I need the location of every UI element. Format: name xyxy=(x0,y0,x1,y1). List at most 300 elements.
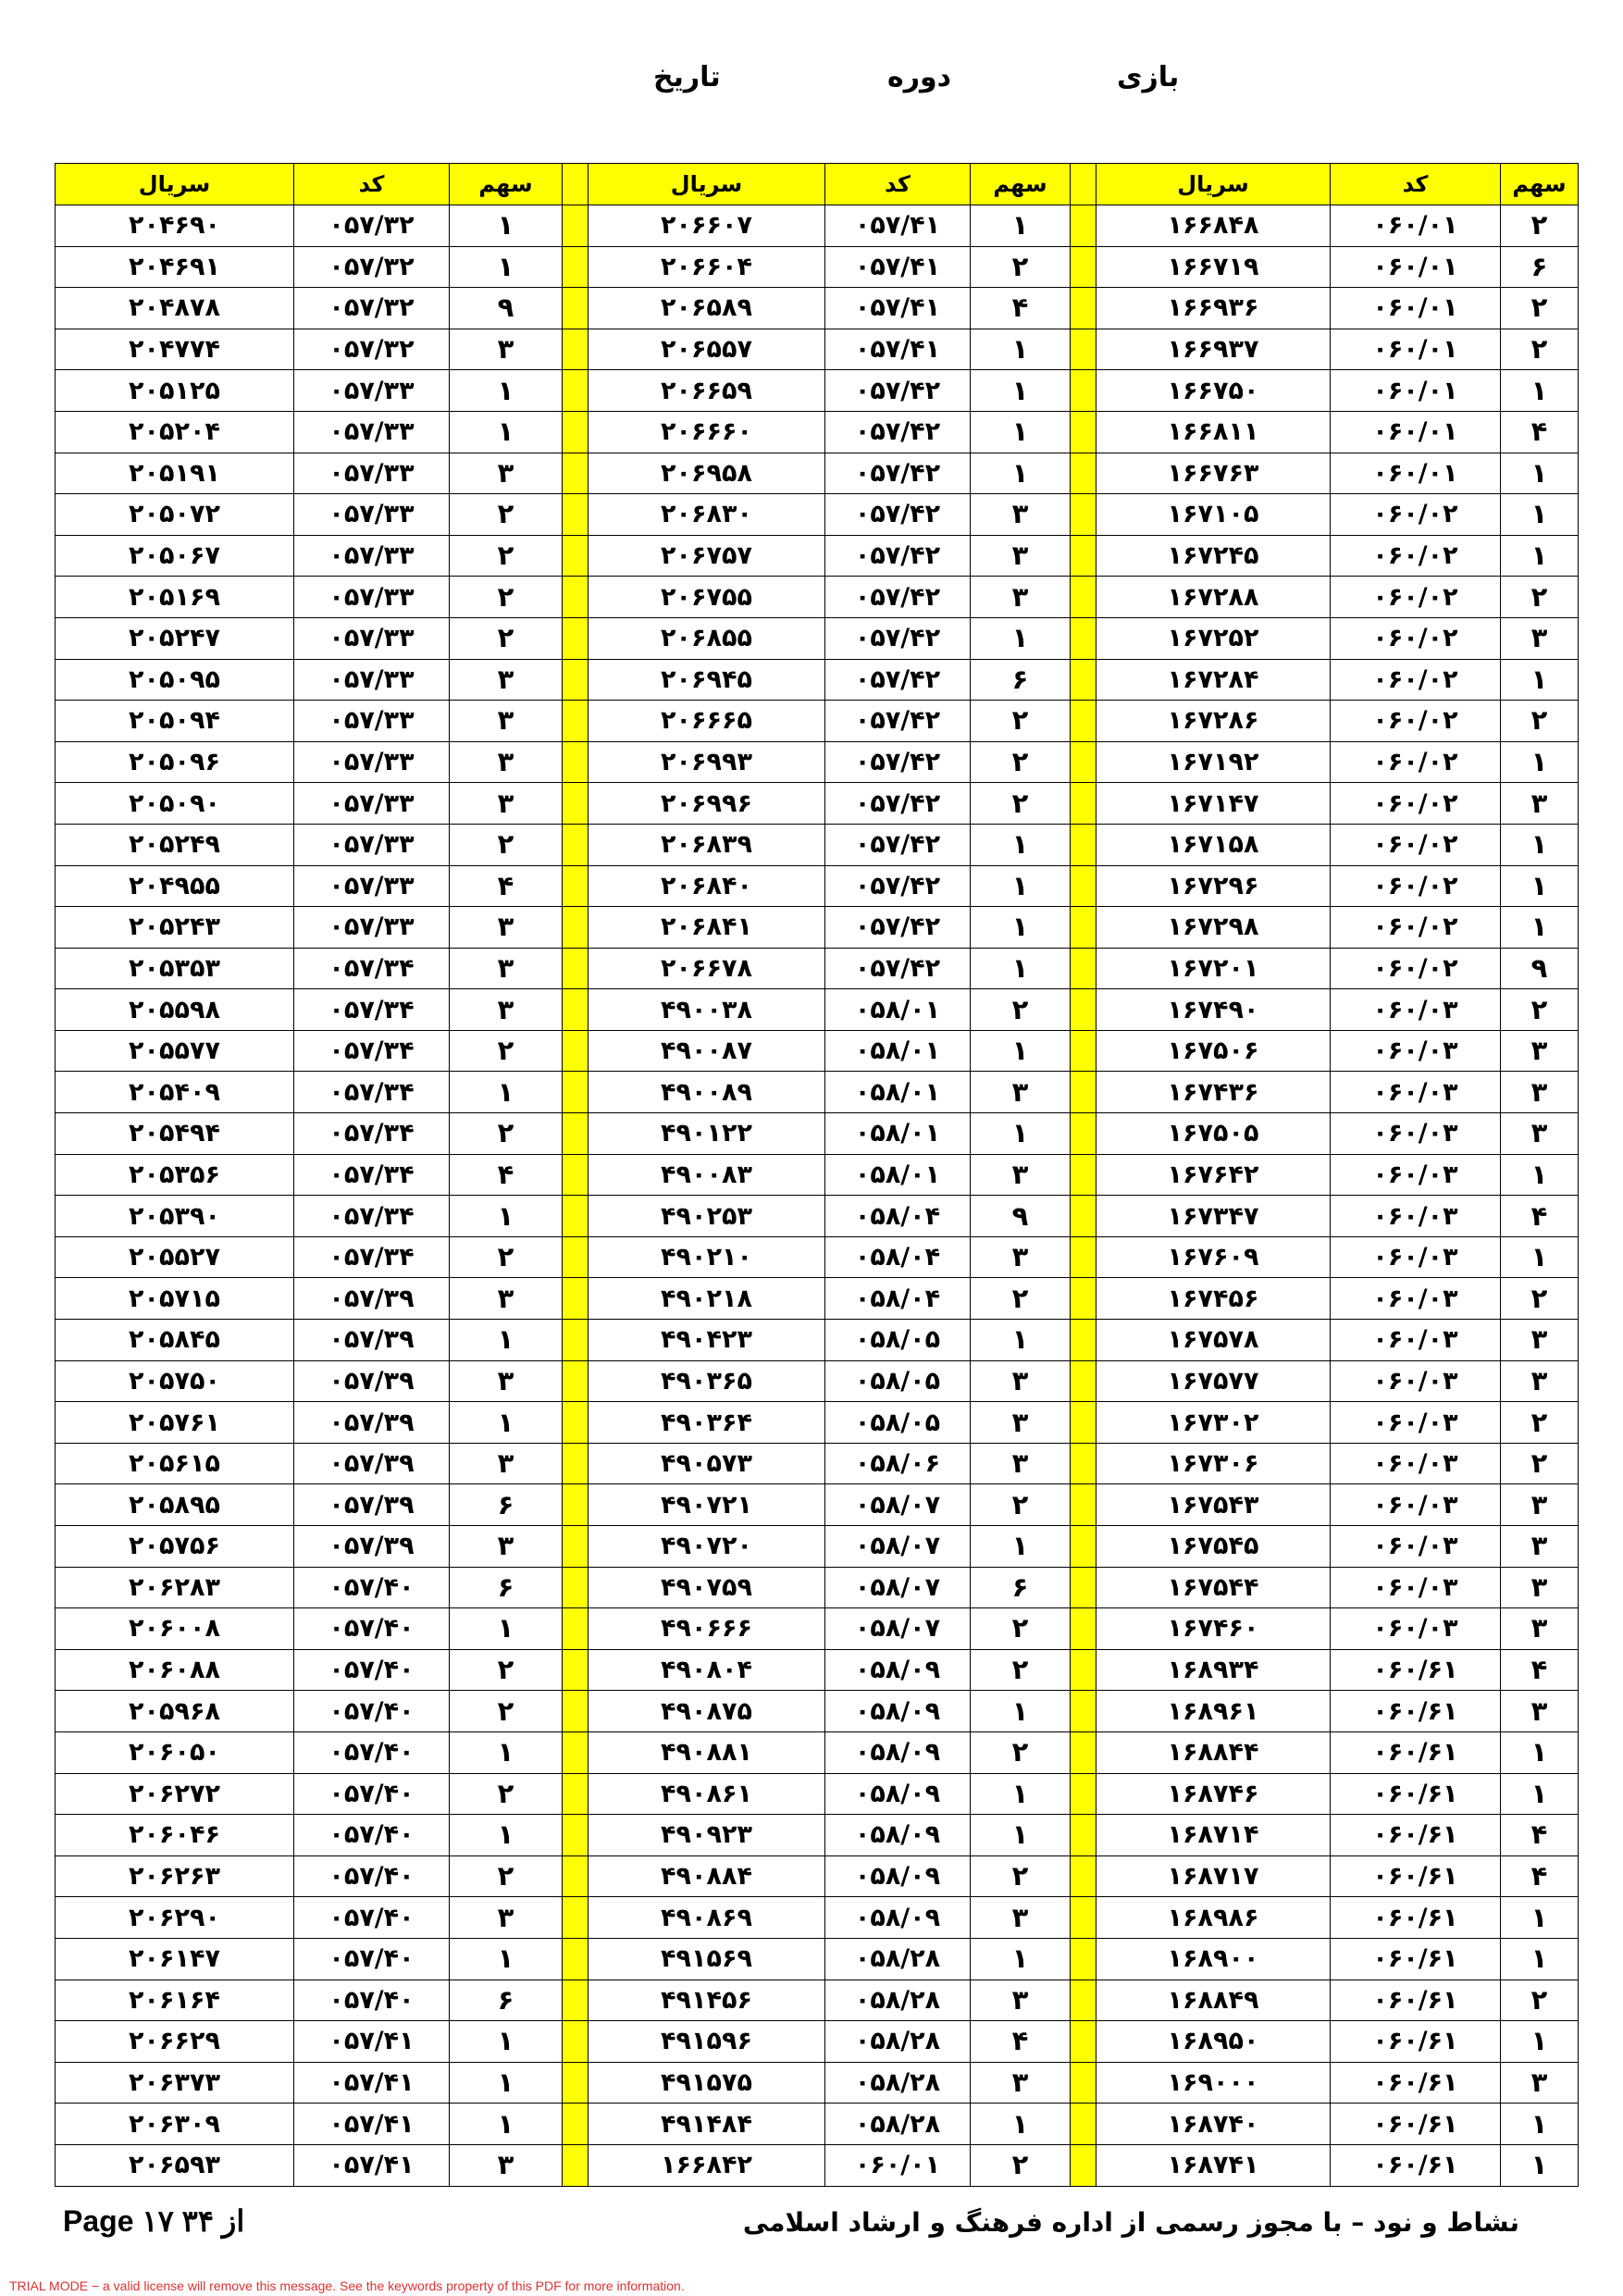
share-cell: ۲ xyxy=(971,1278,1071,1320)
separator-cell xyxy=(1071,411,1096,453)
separator-cell xyxy=(1071,1402,1096,1444)
code-cell: ۰۵۸/۲۸ xyxy=(825,1938,971,1980)
separator-cell xyxy=(1071,1855,1096,1897)
code-cell: ۰۶۰/۰۲ xyxy=(1331,741,1501,783)
share-cell: ۶ xyxy=(450,1980,563,2021)
serial-cell: ۱۶۷۵۷۸ xyxy=(1096,1320,1331,1361)
code-cell: ۰۵۷/۴۲ xyxy=(825,824,971,865)
table-row xyxy=(56,1649,1579,1691)
table-row xyxy=(56,2144,1579,2186)
separator-cell xyxy=(1071,948,1096,989)
code-cell: ۰۵۷/۴۲ xyxy=(825,494,971,536)
share-cell: ۹ xyxy=(450,288,563,329)
serial-cell: ۲۰۶۶۷۸ xyxy=(588,948,825,989)
serial-cell: ۲۰۵۰۶۷ xyxy=(56,535,294,577)
code-cell: ۰۶۰/۰۳ xyxy=(1331,1196,1501,1237)
serial-cell: ۴۹۱۵۹۶ xyxy=(588,2021,825,2063)
serial-cell: ۴۹۰۵۷۳ xyxy=(588,1443,825,1484)
code-cell: ۰۵۷/۳۴ xyxy=(294,1072,450,1113)
share-cell: ۱ xyxy=(1501,1236,1579,1278)
separator-cell xyxy=(1071,246,1096,288)
share-cell: ۱ xyxy=(450,1731,563,1773)
code-cell: ۰۶۰/۰۳ xyxy=(1331,1402,1501,1444)
serial-cell: ۱۶۷۵۰۶ xyxy=(1096,1030,1331,1072)
separator-cell xyxy=(1071,1030,1096,1072)
table-row xyxy=(56,1196,1579,1237)
serial-cell: ۲۰۴۶۹۱ xyxy=(56,246,294,288)
share-cell: ۳ xyxy=(450,453,563,494)
code-cell: ۰۵۸/۰۹ xyxy=(825,1773,971,1815)
share-cell: ۱ xyxy=(1501,1773,1579,1815)
code-cell: ۰۶۰/۰۳ xyxy=(1331,1484,1501,1526)
share-cell: ۲ xyxy=(450,535,563,577)
code-cell: ۰۵۸/۰۴ xyxy=(825,1278,971,1320)
share-cell: ۲ xyxy=(971,1484,1071,1526)
separator-cell xyxy=(563,1484,588,1526)
serial-cell: ۲۰۶۳۷۳ xyxy=(56,2062,294,2104)
table-row xyxy=(56,1072,1579,1113)
share-cell: ۲ xyxy=(1501,577,1579,618)
serial-cell: ۱۶۷۳۰۲ xyxy=(1096,1402,1331,1444)
share-cell: ۳ xyxy=(971,494,1071,536)
code-cell: ۰۵۸/۰۱ xyxy=(825,989,971,1031)
share-cell: ۲ xyxy=(971,246,1071,288)
code-cell: ۰۶۰/۰۳ xyxy=(1331,1278,1501,1320)
serial-cell: ۱۶۷۴۹۰ xyxy=(1096,989,1331,1031)
share-cell: ۴ xyxy=(1501,1196,1579,1237)
code-cell: ۰۵۷/۳۹ xyxy=(294,1443,450,1484)
share-cell: ۲ xyxy=(1501,288,1579,329)
share-cell: ۱ xyxy=(450,1815,563,1856)
code-cell: ۰۶۰/۰۲ xyxy=(1331,907,1501,949)
separator-cell xyxy=(1071,453,1096,494)
share-cell: ۳ xyxy=(971,1072,1071,1113)
separator-cell xyxy=(1071,1484,1096,1526)
code-cell: ۰۶۰/۰۳ xyxy=(1331,1320,1501,1361)
share-cell: ۴ xyxy=(450,1154,563,1196)
code-cell: ۰۵۷/۳۳ xyxy=(294,535,450,577)
share-cell: ۶ xyxy=(971,1567,1071,1608)
share-cell: ۳ xyxy=(971,1980,1071,2021)
serial-cell: ۲۰۵۸۹۵ xyxy=(56,1484,294,1526)
serial-cell: ۱۶۷۵۴۵ xyxy=(1096,1526,1331,1568)
header-game-label: بازی xyxy=(1117,61,1180,93)
table-row xyxy=(56,741,1579,783)
share-cell: ۶ xyxy=(971,659,1071,701)
serial-cell: ۱۶۸۷۱۷ xyxy=(1096,1855,1331,1897)
table-row xyxy=(56,1236,1579,1278)
share-cell: ۲ xyxy=(1501,1980,1579,2021)
share-cell: ۳ xyxy=(450,783,563,825)
share-cell: ۳ xyxy=(450,1526,563,1568)
serial-cell: ۲۰۶۹۹۶ xyxy=(588,783,825,825)
serial-cell: ۲۰۵۲۴۳ xyxy=(56,907,294,949)
separator-cell xyxy=(563,1154,588,1196)
serial-cell: ۲۰۵۱۹۱ xyxy=(56,453,294,494)
share-cell: ۲ xyxy=(1501,205,1579,247)
header-date-label: تاریخ xyxy=(653,61,721,93)
share-cell: ۱ xyxy=(450,246,563,288)
serial-cell: ۴۹۰۸۰۴ xyxy=(588,1649,825,1691)
serial-cell: ۲۰۵۱۲۵ xyxy=(56,370,294,412)
serial-cell: ۲۰۶۵۸۹ xyxy=(588,288,825,329)
share-cell: ۴ xyxy=(1501,1649,1579,1691)
serial-cell: ۱۶۸۷۴۱ xyxy=(1096,2144,1331,2186)
share-cell: ۲ xyxy=(1501,1443,1579,1484)
share-cell: ۲ xyxy=(450,1773,563,1815)
serial-cell: ۱۶۶۷۵۰ xyxy=(1096,370,1331,412)
code-cell: ۰۵۷/۴۱ xyxy=(294,2021,450,2063)
serial-cell: ۴۹۰۸۷۵ xyxy=(588,1691,825,1732)
serial-cell: ۲۰۶۲۷۲ xyxy=(56,1773,294,1815)
table-row xyxy=(56,1731,1579,1773)
code-cell: ۰۵۷/۴۱ xyxy=(294,2104,450,2145)
serial-cell: ۲۰۶۶۶۰ xyxy=(588,411,825,453)
share-cell: ۱ xyxy=(450,1072,563,1113)
code-cell: ۰۵۷/۳۳ xyxy=(294,907,450,949)
serial-cell: ۴۹۱۴۸۴ xyxy=(588,2104,825,2145)
code-cell: ۰۵۷/۴۰ xyxy=(294,1649,450,1691)
share-cell: ۲ xyxy=(971,1855,1071,1897)
separator-column-header xyxy=(1071,164,1096,205)
separator-cell xyxy=(563,659,588,701)
table-row xyxy=(56,1567,1579,1608)
serial-cell: ۲۰۵۲۴۷ xyxy=(56,617,294,659)
table-row xyxy=(56,370,1579,412)
serial-cell: ۱۶۷۴۶۰ xyxy=(1096,1608,1331,1650)
code-cell: ۰۵۸/۰۵ xyxy=(825,1320,971,1361)
column-header: کد xyxy=(294,164,450,205)
serial-cell: ۲۰۶۹۹۳ xyxy=(588,741,825,783)
separator-cell xyxy=(563,1897,588,1939)
separator-cell xyxy=(1071,1236,1096,1278)
table-row xyxy=(56,1360,1579,1402)
separator-cell xyxy=(563,1731,588,1773)
code-cell: ۰۵۷/۳۳ xyxy=(294,701,450,742)
code-cell: ۰۵۷/۴۰ xyxy=(294,1980,450,2021)
code-cell: ۰۵۷/۳۹ xyxy=(294,1360,450,1402)
code-cell: ۰۶۰/۰۲ xyxy=(1331,494,1501,536)
serial-cell: ۴۹۰۷۵۹ xyxy=(588,1567,825,1608)
separator-cell xyxy=(1071,1320,1096,1361)
serial-cell: ۲۰۵۹۶۸ xyxy=(56,1691,294,1732)
table-row xyxy=(56,411,1579,453)
serial-cell: ۴۹۰۷۲۱ xyxy=(588,1484,825,1526)
serial-cell: ۲۰۶۰۸۸ xyxy=(56,1649,294,1691)
table-row xyxy=(56,1526,1579,1568)
serial-cell: ۲۰۶۶۰۷ xyxy=(588,205,825,247)
separator-column-header xyxy=(563,164,588,205)
serial-cell: ۱۶۷۶۰۹ xyxy=(1096,1236,1331,1278)
separator-cell xyxy=(1071,329,1096,370)
table-row xyxy=(56,2104,1579,2145)
separator-cell xyxy=(563,1815,588,1856)
column-header: سریال xyxy=(588,164,825,205)
share-cell: ۱ xyxy=(971,370,1071,412)
serial-cell: ۲۰۵۳۹۰ xyxy=(56,1196,294,1237)
license-notice: نشاط و نود – با مجوز رسمی از اداره فرهنگ و ارشاد اسلامی xyxy=(742,2207,1519,2238)
separator-cell xyxy=(1071,1773,1096,1815)
code-cell: ۰۵۷/۴۰ xyxy=(294,1567,450,1608)
code-cell: ۰۵۷/۳۴ xyxy=(294,948,450,989)
code-cell: ۰۶۰/۶۱ xyxy=(1331,1773,1501,1815)
column-header: سریال xyxy=(1096,164,1331,205)
serial-cell: ۴۹۰۳۶۴ xyxy=(588,1402,825,1444)
table-row xyxy=(56,1855,1579,1897)
separator-cell xyxy=(563,1649,588,1691)
share-cell: ۲ xyxy=(971,701,1071,742)
separator-cell xyxy=(563,1567,588,1608)
serial-cell: ۲۰۶۰۰۸ xyxy=(56,1608,294,1650)
code-cell: ۰۵۸/۰۷ xyxy=(825,1484,971,1526)
serial-cell: ۲۰۵۵۷۷ xyxy=(56,1030,294,1072)
separator-cell xyxy=(1071,370,1096,412)
table-row xyxy=(56,701,1579,742)
separator-cell xyxy=(1071,1443,1096,1484)
serial-cell: ۱۶۷۱۹۲ xyxy=(1096,741,1331,783)
serial-cell: ۱۶۸۹۳۴ xyxy=(1096,1649,1331,1691)
table-row xyxy=(56,1897,1579,1939)
share-cell: ۳ xyxy=(1501,1030,1579,1072)
code-cell: ۰۶۰/۰۲ xyxy=(1331,948,1501,989)
table-row xyxy=(56,1484,1579,1526)
serial-cell: ۴۹۰۱۲۲ xyxy=(588,1113,825,1155)
share-cell: ۳ xyxy=(1501,1484,1579,1526)
column-header: سریال xyxy=(56,164,294,205)
share-cell: ۳ xyxy=(1501,1360,1579,1402)
code-cell: ۰۵۷/۳۳ xyxy=(294,411,450,453)
serial-cell: ۱۶۶۹۳۷ xyxy=(1096,329,1331,370)
code-cell: ۰۶۰/۶۱ xyxy=(1331,1938,1501,1980)
share-cell: ۱ xyxy=(450,2021,563,2063)
separator-cell xyxy=(563,1278,588,1320)
table-row xyxy=(56,329,1579,370)
share-cell: ۱ xyxy=(971,1526,1071,1568)
serial-cell: ۲۰۵۴۰۹ xyxy=(56,1072,294,1113)
separator-cell xyxy=(1071,1360,1096,1402)
serial-cell: ۱۶۷۲۵۲ xyxy=(1096,617,1331,659)
column-header: سهم xyxy=(1501,164,1579,205)
share-cell: ۶ xyxy=(450,1484,563,1526)
serial-cell: ۴۹۱۵۶۹ xyxy=(588,1938,825,1980)
serial-cell: ۲۰۶۲۹۰ xyxy=(56,1897,294,1939)
share-cell: ۳ xyxy=(450,1897,563,1939)
separator-cell xyxy=(1071,824,1096,865)
separator-cell xyxy=(1071,617,1096,659)
serial-cell: ۲۰۵۵۲۷ xyxy=(56,1236,294,1278)
code-cell: ۰۵۷/۳۳ xyxy=(294,865,450,907)
separator-cell xyxy=(1071,1278,1096,1320)
separator-cell xyxy=(563,2021,588,2063)
separator-cell xyxy=(1071,535,1096,577)
code-cell: ۰۵۷/۳۹ xyxy=(294,1320,450,1361)
serial-cell: ۲۰۶۷۵۵ xyxy=(588,577,825,618)
code-cell: ۰۶۰/۶۱ xyxy=(1331,1815,1501,1856)
serial-cell: ۱۶۷۱۵۸ xyxy=(1096,824,1331,865)
serial-cell: ۱۶۷۲۴۵ xyxy=(1096,535,1331,577)
share-cell: ۱ xyxy=(1501,741,1579,783)
code-cell: ۰۶۰/۰۳ xyxy=(1331,1154,1501,1196)
serial-cell: ۱۶۷۴۵۶ xyxy=(1096,1278,1331,1320)
separator-cell xyxy=(563,411,588,453)
share-cell: ۱ xyxy=(971,1320,1071,1361)
serial-cell: ۱۶۷۴۳۶ xyxy=(1096,1072,1331,1113)
separator-cell xyxy=(1071,741,1096,783)
code-cell: ۰۵۷/۴۲ xyxy=(825,701,971,742)
share-cell: ۳ xyxy=(1501,1608,1579,1650)
share-cell: ۴ xyxy=(1501,411,1579,453)
serial-cell: ۲۰۶۶۵۹ xyxy=(588,370,825,412)
serial-cell: ۲۰۴۷۷۴ xyxy=(56,329,294,370)
code-cell: ۰۶۰/۶۱ xyxy=(1331,1897,1501,1939)
serial-cell: ۲۰۶۱۴۷ xyxy=(56,1938,294,1980)
column-header: سهم xyxy=(450,164,563,205)
share-cell: ۱ xyxy=(971,907,1071,949)
separator-cell xyxy=(1071,1938,1096,1980)
share-cell: ۳ xyxy=(450,948,563,989)
code-cell: ۰۵۷/۳۴ xyxy=(294,1113,450,1155)
share-cell: ۳ xyxy=(1501,617,1579,659)
code-cell: ۰۶۰/۶۱ xyxy=(1331,1649,1501,1691)
serial-cell: ۲۰۵۶۱۵ xyxy=(56,1443,294,1484)
separator-cell xyxy=(563,494,588,536)
serial-cell: ۲۰۶۳۰۹ xyxy=(56,2104,294,2145)
serial-cell: ۲۰۵۷۵۰ xyxy=(56,1360,294,1402)
code-cell: ۰۵۸/۰۱ xyxy=(825,1030,971,1072)
code-cell: ۰۵۷/۳۴ xyxy=(294,1154,450,1196)
code-cell: ۰۵۸/۰۱ xyxy=(825,1113,971,1155)
share-cell: ۱ xyxy=(971,865,1071,907)
share-cell: ۳ xyxy=(450,701,563,742)
separator-cell xyxy=(1071,907,1096,949)
code-cell: ۰۵۷/۴۱ xyxy=(294,2062,450,2104)
code-cell: ۰۵۷/۳۴ xyxy=(294,1030,450,1072)
separator-cell xyxy=(563,1320,588,1361)
page-numbers: ۱۷ ۳۴ xyxy=(142,2204,215,2238)
serial-cell: ۱۶۸۹۰۰ xyxy=(1096,1938,1331,1980)
separator-cell xyxy=(563,1855,588,1897)
share-cell: ۱ xyxy=(971,948,1071,989)
share-cell: ۱ xyxy=(450,1402,563,1444)
share-cell: ۱ xyxy=(1501,2104,1579,2145)
code-cell: ۰۶۰/۶۱ xyxy=(1331,2144,1501,2186)
share-cell: ۲ xyxy=(450,1236,563,1278)
share-cell: ۱ xyxy=(971,1938,1071,1980)
separator-cell xyxy=(1071,1526,1096,1568)
share-cell: ۱ xyxy=(1501,1897,1579,1939)
code-cell: ۰۵۸/۰۹ xyxy=(825,1897,971,1939)
separator-cell xyxy=(1071,659,1096,701)
share-cell: ۲ xyxy=(1501,1278,1579,1320)
code-cell: ۰۶۰/۰۱ xyxy=(1331,411,1501,453)
table-row xyxy=(56,1980,1579,2021)
serial-cell: ۲۰۵۷۱۵ xyxy=(56,1278,294,1320)
serial-cell: ۲۰۶۵۹۳ xyxy=(56,2144,294,2186)
separator-cell xyxy=(1071,205,1096,247)
serial-cell: ۱۶۸۹۵۰ xyxy=(1096,2021,1331,2063)
separator-cell xyxy=(563,329,588,370)
serial-cell: ۲۰۶۹۵۸ xyxy=(588,453,825,494)
serial-cell: ۲۰۶۸۴۱ xyxy=(588,907,825,949)
code-cell: ۰۵۷/۳۹ xyxy=(294,1526,450,1568)
table-row xyxy=(56,1402,1579,1444)
separator-cell xyxy=(563,948,588,989)
serial-cell: ۱۶۶۷۶۳ xyxy=(1096,453,1331,494)
separator-cell xyxy=(1071,2021,1096,2063)
separator-cell xyxy=(563,701,588,742)
share-cell: ۳ xyxy=(971,1154,1071,1196)
serial-cell: ۱۶۷۲۸۴ xyxy=(1096,659,1331,701)
share-cell: ۱ xyxy=(971,1691,1071,1732)
page-word: Page xyxy=(63,2204,134,2238)
header-period-label: دوره xyxy=(887,61,952,93)
separator-cell xyxy=(563,741,588,783)
share-cell: ۳ xyxy=(450,1278,563,1320)
serial-cell: ۲۰۵۸۴۵ xyxy=(56,1320,294,1361)
code-cell: ۰۵۷/۳۴ xyxy=(294,1236,450,1278)
code-cell: ۰۵۷/۳۳ xyxy=(294,659,450,701)
code-cell: ۰۶۰/۰۱ xyxy=(1331,288,1501,329)
share-cell: ۲ xyxy=(1501,329,1579,370)
share-cell: ۴ xyxy=(971,288,1071,329)
code-cell: ۰۶۰/۰۳ xyxy=(1331,1236,1501,1278)
separator-cell xyxy=(563,1691,588,1732)
share-cell: ۱ xyxy=(1501,1731,1579,1773)
table-row xyxy=(56,1278,1579,1320)
code-cell: ۰۵۷/۳۳ xyxy=(294,577,450,618)
code-cell: ۰۵۸/۰۵ xyxy=(825,1402,971,1444)
separator-cell xyxy=(1071,1980,1096,2021)
code-cell: ۰۵۷/۴۱ xyxy=(825,329,971,370)
table-row xyxy=(56,1443,1579,1484)
code-cell: ۰۵۸/۲۸ xyxy=(825,2021,971,2063)
serial-cell: ۱۶۸۷۴۶ xyxy=(1096,1773,1331,1815)
share-cell: ۱ xyxy=(971,329,1071,370)
separator-cell xyxy=(563,1113,588,1155)
separator-cell xyxy=(1071,1113,1096,1155)
code-cell: ۰۶۰/۶۱ xyxy=(1331,1731,1501,1773)
separator-cell xyxy=(563,1773,588,1815)
serial-cell: ۲۰۴۸۷۸ xyxy=(56,288,294,329)
serial-cell: ۲۰۵۰۹۴ xyxy=(56,701,294,742)
code-cell: ۰۵۸/۰۴ xyxy=(825,1196,971,1237)
code-cell: ۰۵۷/۳۴ xyxy=(294,989,450,1031)
serial-cell: ۲۰۶۸۵۵ xyxy=(588,617,825,659)
code-cell: ۰۶۰/۰۲ xyxy=(1331,577,1501,618)
share-cell: ۳ xyxy=(971,1236,1071,1278)
code-cell: ۰۵۷/۳۲ xyxy=(294,288,450,329)
serial-cell: ۱۶۸۸۴۹ xyxy=(1096,1980,1331,2021)
serial-cell: ۴۹۰۷۲۰ xyxy=(588,1526,825,1568)
share-cell: ۶ xyxy=(1501,246,1579,288)
code-cell: ۰۵۸/۰۹ xyxy=(825,1815,971,1856)
separator-cell xyxy=(563,1072,588,1113)
separator-cell xyxy=(1071,494,1096,536)
serial-cell: ۴۹۰۲۵۳ xyxy=(588,1196,825,1237)
code-cell: ۰۵۷/۳۳ xyxy=(294,617,450,659)
share-cell: ۳ xyxy=(1501,1567,1579,1608)
code-cell: ۰۶۰/۰۳ xyxy=(1331,1608,1501,1650)
serial-cell: ۲۰۵۳۵۳ xyxy=(56,948,294,989)
share-cell: ۲ xyxy=(450,1649,563,1691)
code-cell: ۰۵۷/۴۰ xyxy=(294,1691,450,1732)
separator-cell xyxy=(563,2104,588,2145)
serial-cell: ۲۰۵۳۵۶ xyxy=(56,1154,294,1196)
share-cell: ۳ xyxy=(1501,783,1579,825)
code-cell: ۰۵۷/۴۰ xyxy=(294,1731,450,1773)
share-cell: ۱ xyxy=(971,1030,1071,1072)
serial-cell: ۱۶۸۹۶۱ xyxy=(1096,1691,1331,1732)
